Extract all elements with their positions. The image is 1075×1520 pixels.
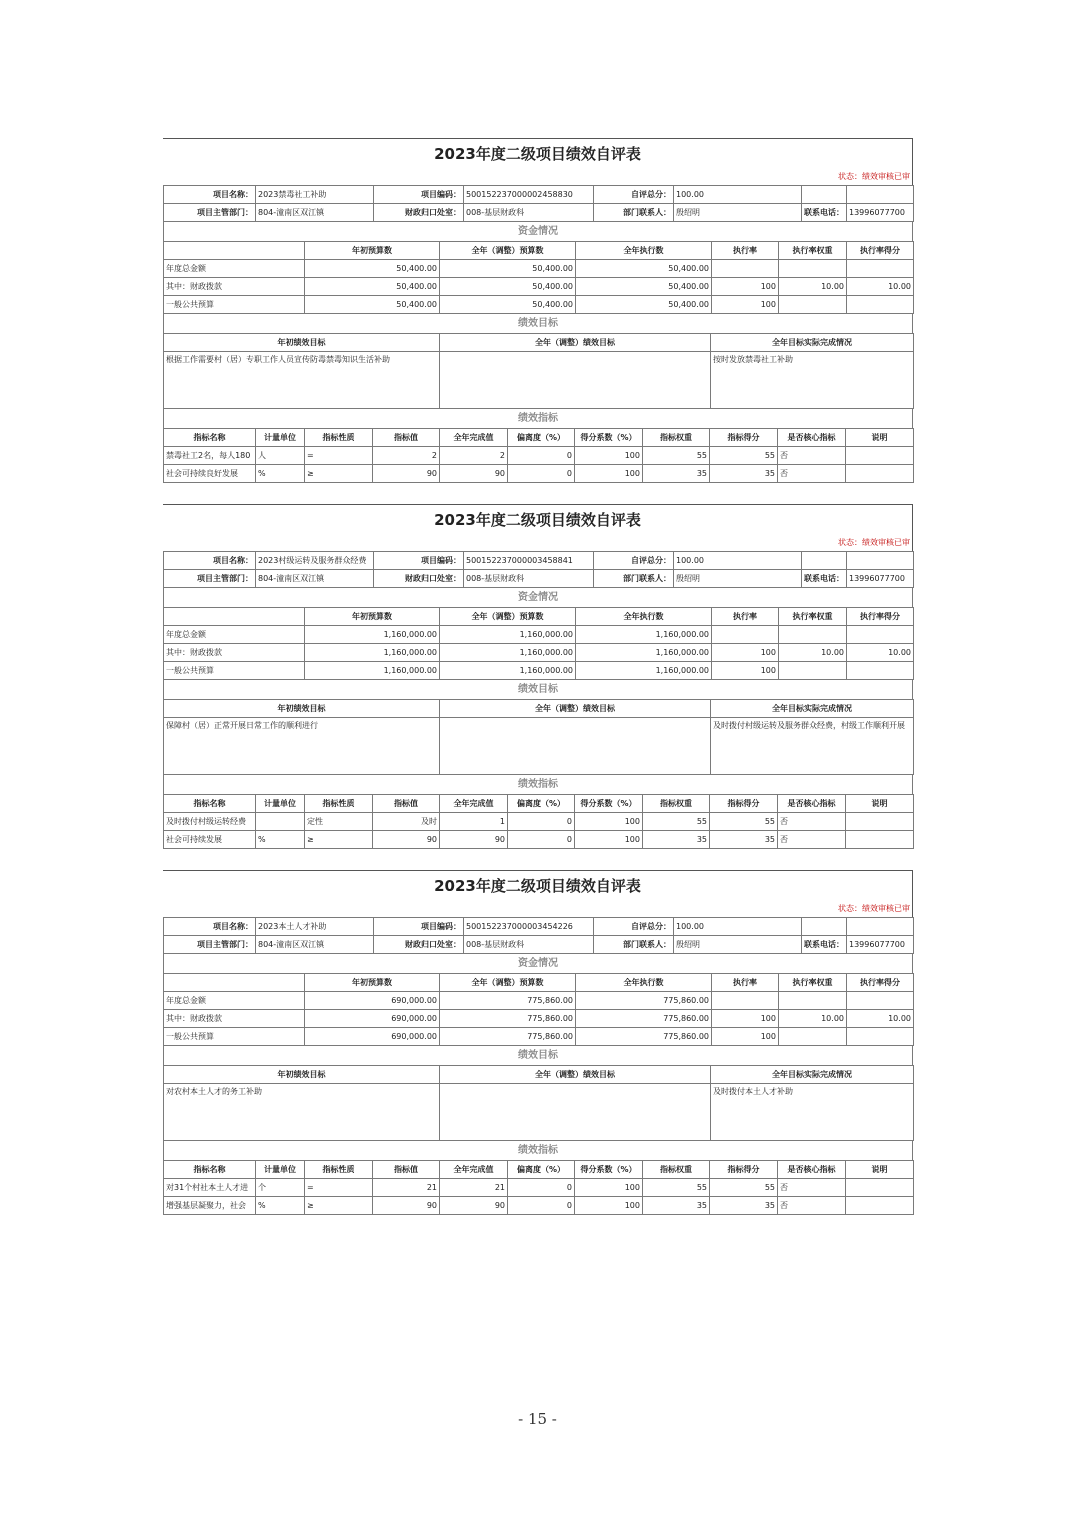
funds-section-heading: 资金情况: [163, 222, 913, 241]
indicator-header: 指标权重: [643, 795, 710, 813]
table-row: [164, 260, 914, 278]
indicator-header: 是否核心指标: [778, 1161, 846, 1179]
indicator-header: 指标得分: [710, 1161, 778, 1179]
fund-header: 年初预算数: [305, 242, 440, 260]
indicator-cell: 90: [373, 1197, 440, 1215]
contact-value: 殷绍明: [674, 570, 802, 588]
indicator-cell: %: [256, 1197, 305, 1215]
indicators-table: [163, 794, 914, 849]
indicator-header: 指标得分: [710, 429, 778, 447]
goals-table: [163, 1065, 914, 1141]
project-name-value: 2023禁毒社工补助: [256, 186, 374, 204]
info-table: [163, 917, 914, 954]
fund-cell: [779, 662, 847, 680]
table-row: [164, 1010, 914, 1028]
indicator-header: 指标名称: [164, 1161, 256, 1179]
fund-cell: 690,000.00: [305, 1010, 440, 1028]
table-row: [164, 278, 914, 296]
phone-label: 联系电话：: [802, 570, 847, 588]
indicator-cell: 及时拨付村级运转经费: [164, 813, 256, 831]
fund-cell: 1,160,000.00: [576, 626, 712, 644]
fund-cell: [847, 1028, 914, 1046]
funds-section-heading: 资金情况: [163, 588, 913, 607]
indicator-cell: 21: [440, 1179, 508, 1197]
goals-table: [163, 699, 914, 775]
indicator-cell: 0: [508, 465, 575, 483]
goals-section-heading: 绩效目标: [163, 314, 913, 333]
fund-header: 执行率: [712, 608, 779, 626]
goal-text: [440, 718, 711, 775]
indicator-cell: 否: [778, 465, 846, 483]
funds-table: [163, 973, 914, 1046]
indicators-section-heading: 绩效指标: [163, 409, 913, 428]
fund-cell: 100: [712, 644, 779, 662]
fund-cell: 690,000.00: [305, 992, 440, 1010]
indicator-header: 指标权重: [643, 429, 710, 447]
fund-header: 全年执行数: [576, 608, 712, 626]
project-name-value: 2023村级运转及服务群众经费: [256, 552, 374, 570]
indicator-cell: 0: [508, 831, 575, 849]
indicator-header: 计量单位: [256, 795, 305, 813]
fund-cell: 50,400.00: [440, 296, 576, 314]
funds-section-heading: 资金情况: [163, 954, 913, 973]
goal-text: 根据工作需要村（居）专职工作人员宣传防毒禁毒知识生活补助: [164, 352, 440, 409]
indicators-table: [163, 1160, 914, 1215]
goal-text: 保障村（居）正常开展日常工作的顺利进行: [164, 718, 440, 775]
fund-cell: [847, 260, 914, 278]
indicator-cell: 100: [575, 813, 643, 831]
project-code-label: 项目编码：: [374, 552, 464, 570]
goal-text: 按时发放禁毒社工补助: [711, 352, 914, 409]
dept-label: 项目主管部门：: [164, 204, 256, 222]
finance-office-label: 财政归口处室：: [374, 570, 464, 588]
goal-header: 全年（调整）绩效目标: [440, 1066, 711, 1084]
table-row: [164, 296, 914, 314]
score-total-value: 100.00: [674, 918, 802, 936]
indicator-cell: 35: [643, 1197, 710, 1215]
indicator-header: 指标得分: [710, 795, 778, 813]
indicator-header: 得分系数（%）: [575, 1161, 643, 1179]
project-name-label: 项目名称：: [164, 186, 256, 204]
score-total-label: 自评总分：: [594, 552, 674, 570]
indicator-cell: [846, 1179, 914, 1197]
indicator-cell: 社会可持续良好发展: [164, 465, 256, 483]
indicator-cell: 增强基层凝聚力，社会: [164, 1197, 256, 1215]
indicator-cell: [256, 813, 305, 831]
goal-text: 及时拨付本土人才补助: [711, 1084, 914, 1141]
fund-cell: 100: [712, 296, 779, 314]
fund-cell: [779, 1028, 847, 1046]
indicator-cell: 2: [440, 447, 508, 465]
indicator-cell: 35: [710, 1197, 778, 1215]
empty-cell: [164, 974, 305, 992]
indicator-cell: 100: [575, 1197, 643, 1215]
table-row: [164, 1179, 914, 1197]
fund-cell: 10.00: [779, 278, 847, 296]
fund-header: 执行率得分: [847, 242, 914, 260]
fund-row-label: 一般公共预算: [164, 662, 305, 680]
phone-label: 联系电话：: [802, 204, 847, 222]
table-row: [164, 1028, 914, 1046]
form-title: 2023年度二级项目绩效自评表: [163, 870, 913, 901]
indicator-cell: 100: [575, 447, 643, 465]
fund-cell: [847, 992, 914, 1010]
fund-row-label: 年度总金额: [164, 626, 305, 644]
finance-office-label: 财政归口处室：: [374, 936, 464, 954]
fund-header: 执行率得分: [847, 608, 914, 626]
indicator-cell: 否: [778, 831, 846, 849]
fund-header: 执行率: [712, 242, 779, 260]
page-number: - 15 -: [518, 1410, 557, 1428]
fund-cell: 10.00: [847, 644, 914, 662]
fund-header: 全年执行数: [576, 974, 712, 992]
goal-header: 全年（调整）绩效目标: [440, 700, 711, 718]
fund-cell: 775,860.00: [576, 992, 712, 1010]
indicator-cell: 55: [710, 813, 778, 831]
table-row: [164, 813, 914, 831]
fund-row-label: 年度总金额: [164, 260, 305, 278]
indicator-cell: 个: [256, 1179, 305, 1197]
fund-cell: 10.00: [779, 1010, 847, 1028]
table-row: [164, 992, 914, 1010]
indicator-cell: [846, 831, 914, 849]
fund-cell: 50,400.00: [440, 260, 576, 278]
indicator-header: 指标权重: [643, 1161, 710, 1179]
indicator-header: 说明: [846, 429, 914, 447]
indicator-header: 指标值: [373, 429, 440, 447]
fund-header: 全年（调整）预算数: [440, 242, 576, 260]
fund-cell: 50,400.00: [440, 278, 576, 296]
fund-cell: [779, 626, 847, 644]
fund-row-label: 一般公共预算: [164, 296, 305, 314]
indicator-cell: 55: [643, 1179, 710, 1197]
indicator-cell: 人: [256, 447, 305, 465]
empty-cell: [802, 186, 847, 204]
indicators-section-heading: 绩效指标: [163, 1141, 913, 1160]
project-code-value: 500152237000003454226: [464, 918, 594, 936]
fund-cell: 10.00: [847, 1010, 914, 1028]
indicator-cell: 90: [373, 831, 440, 849]
indicator-cell: 55: [643, 447, 710, 465]
dept-value: 804-潼南区双江镇: [256, 204, 374, 222]
indicator-cell: 0: [508, 1179, 575, 1197]
evaluation-form: [163, 870, 913, 1215]
fund-cell: 775,860.00: [576, 1010, 712, 1028]
fund-cell: 100: [712, 1028, 779, 1046]
fund-cell: 1,160,000.00: [576, 644, 712, 662]
indicator-cell: ≥: [305, 1197, 373, 1215]
score-total-value: 100.00: [674, 186, 802, 204]
fund-header: 执行率: [712, 974, 779, 992]
indicator-cell: [846, 465, 914, 483]
fund-cell: [712, 626, 779, 644]
indicator-header: 指标性质: [305, 429, 373, 447]
indicator-cell: 0: [508, 447, 575, 465]
indicator-header: 得分系数（%）: [575, 795, 643, 813]
contact-value: 殷绍明: [674, 936, 802, 954]
finance-office-value: 008-基层财政科: [464, 570, 594, 588]
fund-header: 全年（调整）预算数: [440, 974, 576, 992]
fund-header: 全年执行数: [576, 242, 712, 260]
indicator-header: 计量单位: [256, 1161, 305, 1179]
contact-value: 殷绍明: [674, 204, 802, 222]
indicator-cell: %: [256, 831, 305, 849]
indicator-cell: 90: [373, 465, 440, 483]
score-total-value: 100.00: [674, 552, 802, 570]
fund-cell: 100: [712, 662, 779, 680]
fund-header: 年初预算数: [305, 974, 440, 992]
fund-header: 执行率得分: [847, 974, 914, 992]
project-code-value: 500152237000002458830: [464, 186, 594, 204]
goal-header: 全年目标实际完成情况: [711, 334, 914, 352]
indicator-cell: =: [305, 447, 373, 465]
fund-cell: 50,400.00: [576, 278, 712, 296]
table-row: [164, 447, 914, 465]
fund-cell: 775,860.00: [440, 1010, 576, 1028]
goals-section-heading: 绩效目标: [163, 1046, 913, 1065]
indicator-cell: 0: [508, 813, 575, 831]
fund-cell: 1,160,000.00: [305, 644, 440, 662]
empty-cell: [802, 918, 847, 936]
indicator-cell: ≥: [305, 831, 373, 849]
indicator-header: 指标性质: [305, 795, 373, 813]
indicator-cell: 2: [373, 447, 440, 465]
indicator-cell: 100: [575, 1179, 643, 1197]
goal-text: 及时拨付村级运转及服务群众经费，村级工作顺利开展: [711, 718, 914, 775]
fund-cell: 50,400.00: [305, 260, 440, 278]
fund-cell: 50,400.00: [305, 296, 440, 314]
indicator-cell: 社会可持续发展: [164, 831, 256, 849]
fund-row-label: 其中：财政拨款: [164, 278, 305, 296]
fund-cell: 1,160,000.00: [305, 626, 440, 644]
fund-cell: 10.00: [779, 644, 847, 662]
indicator-header: 说明: [846, 1161, 914, 1179]
fund-cell: 690,000.00: [305, 1028, 440, 1046]
table-row: [164, 465, 914, 483]
indicators-section-heading: 绩效指标: [163, 775, 913, 794]
indicator-header: 指标名称: [164, 795, 256, 813]
fund-cell: [712, 992, 779, 1010]
indicator-cell: 90: [440, 465, 508, 483]
fund-cell: [847, 296, 914, 314]
indicator-cell: 55: [710, 447, 778, 465]
empty-cell: [802, 552, 847, 570]
contact-label: 部门联系人：: [594, 936, 674, 954]
fund-cell: 775,860.00: [576, 1028, 712, 1046]
finance-office-label: 财政归口处室：: [374, 204, 464, 222]
goals-table: [163, 333, 914, 409]
indicator-header: 指标性质: [305, 1161, 373, 1179]
indicator-cell: 否: [778, 813, 846, 831]
indicator-cell: 21: [373, 1179, 440, 1197]
form-title: 2023年度二级项目绩效自评表: [163, 504, 913, 535]
status-text: 状态：绩效审核已审: [163, 169, 913, 185]
goal-header: 年初绩效目标: [164, 700, 440, 718]
form-title: 2023年度二级项目绩效自评表: [163, 138, 913, 169]
indicator-cell: 对31个村社本土人才进: [164, 1179, 256, 1197]
indicator-header: 全年完成值: [440, 795, 508, 813]
indicator-cell: 35: [643, 465, 710, 483]
project-name-label: 项目名称：: [164, 918, 256, 936]
indicator-header: 指标值: [373, 1161, 440, 1179]
goals-section-heading: 绩效目标: [163, 680, 913, 699]
dept-label: 项目主管部门：: [164, 570, 256, 588]
indicator-cell: 35: [710, 465, 778, 483]
indicator-cell: [846, 447, 914, 465]
indicator-cell: 35: [710, 831, 778, 849]
indicator-cell: 否: [778, 1197, 846, 1215]
goal-text: [440, 1084, 711, 1141]
indicator-cell: 35: [643, 831, 710, 849]
table-row: [164, 831, 914, 849]
goal-text: [440, 352, 711, 409]
indicator-cell: ≥: [305, 465, 373, 483]
phone-value: 13996077700: [847, 570, 914, 588]
indicator-cell: 100: [575, 465, 643, 483]
table-row: [164, 662, 914, 680]
dept-value: 804-潼南区双江镇: [256, 570, 374, 588]
indicator-header: 是否核心指标: [778, 795, 846, 813]
dept-label: 项目主管部门：: [164, 936, 256, 954]
project-code-value: 500152237000003458841: [464, 552, 594, 570]
project-code-label: 项目编码：: [374, 186, 464, 204]
phone-value: 13996077700: [847, 204, 914, 222]
phone-value: 13996077700: [847, 936, 914, 954]
indicator-cell: 100: [575, 831, 643, 849]
indicator-cell: 0: [508, 1197, 575, 1215]
fund-cell: 10.00: [847, 278, 914, 296]
indicator-header: 全年完成值: [440, 1161, 508, 1179]
table-row: [164, 626, 914, 644]
indicator-cell: 55: [643, 813, 710, 831]
project-code-label: 项目编码：: [374, 918, 464, 936]
indicator-cell: 否: [778, 447, 846, 465]
fund-cell: [779, 296, 847, 314]
fund-cell: [779, 992, 847, 1010]
indicator-cell: 定性: [305, 813, 373, 831]
table-row: [164, 644, 914, 662]
indicator-header: 偏离度（%）: [508, 1161, 575, 1179]
fund-header: 执行率权重: [779, 608, 847, 626]
indicators-table: [163, 428, 914, 483]
dept-value: 804-潼南区双江镇: [256, 936, 374, 954]
indicator-cell: 90: [440, 831, 508, 849]
fund-header: 执行率权重: [779, 974, 847, 992]
empty-cell: [847, 552, 914, 570]
funds-table: [163, 241, 914, 314]
fund-cell: 1,160,000.00: [440, 662, 576, 680]
status-text: 状态：绩效审核已审: [163, 901, 913, 917]
indicator-cell: 否: [778, 1179, 846, 1197]
indicator-cell: 禁毒社工2名，每人180: [164, 447, 256, 465]
indicator-cell: =: [305, 1179, 373, 1197]
indicator-header: 指标名称: [164, 429, 256, 447]
fund-row-label: 其中：财政拨款: [164, 644, 305, 662]
fund-cell: 1,160,000.00: [576, 662, 712, 680]
empty-cell: [164, 242, 305, 260]
indicator-cell: [846, 1197, 914, 1215]
score-total-label: 自评总分：: [594, 918, 674, 936]
indicator-header: 偏离度（%）: [508, 795, 575, 813]
fund-cell: 1,160,000.00: [440, 626, 576, 644]
fund-cell: 775,860.00: [440, 1028, 576, 1046]
indicator-header: 是否核心指标: [778, 429, 846, 447]
fund-cell: 50,400.00: [576, 296, 712, 314]
empty-cell: [164, 608, 305, 626]
info-table: [163, 185, 914, 222]
evaluation-form: [163, 504, 913, 849]
indicator-cell: %: [256, 465, 305, 483]
goal-header: 年初绩效目标: [164, 1066, 440, 1084]
fund-cell: 50,400.00: [576, 260, 712, 278]
fund-cell: 1,160,000.00: [440, 644, 576, 662]
finance-office-value: 008-基层财政科: [464, 204, 594, 222]
evaluation-form: [163, 138, 913, 483]
fund-cell: 100: [712, 1010, 779, 1028]
fund-header: 年初预算数: [305, 608, 440, 626]
indicator-cell: [846, 813, 914, 831]
fund-cell: [847, 626, 914, 644]
goal-header: 全年目标实际完成情况: [711, 700, 914, 718]
status-text: 状态：绩效审核已审: [163, 535, 913, 551]
indicator-cell: 及时: [373, 813, 440, 831]
score-total-label: 自评总分：: [594, 186, 674, 204]
fund-cell: 50,400.00: [305, 278, 440, 296]
indicator-header: 得分系数（%）: [575, 429, 643, 447]
project-name-value: 2023本土人才补助: [256, 918, 374, 936]
goal-header: 全年（调整）绩效目标: [440, 334, 711, 352]
finance-office-value: 008-基层财政科: [464, 936, 594, 954]
indicator-cell: 55: [710, 1179, 778, 1197]
indicator-header: 指标值: [373, 795, 440, 813]
goal-header: 全年目标实际完成情况: [711, 1066, 914, 1084]
indicator-cell: 90: [440, 1197, 508, 1215]
empty-cell: [847, 918, 914, 936]
indicator-header: 偏离度（%）: [508, 429, 575, 447]
fund-row-label: 其中：财政拨款: [164, 1010, 305, 1028]
fund-cell: [779, 260, 847, 278]
fund-cell: 775,860.00: [440, 992, 576, 1010]
funds-table: [163, 607, 914, 680]
fund-row-label: 年度总金额: [164, 992, 305, 1010]
goal-text: 对农村本土人才的务工补助: [164, 1084, 440, 1141]
fund-cell: [712, 260, 779, 278]
fund-cell: 100: [712, 278, 779, 296]
indicator-header: 计量单位: [256, 429, 305, 447]
fund-header: 执行率权重: [779, 242, 847, 260]
indicator-header: 全年完成值: [440, 429, 508, 447]
project-name-label: 项目名称：: [164, 552, 256, 570]
empty-cell: [847, 186, 914, 204]
contact-label: 部门联系人：: [594, 570, 674, 588]
fund-cell: [847, 662, 914, 680]
fund-cell: 1,160,000.00: [305, 662, 440, 680]
contact-label: 部门联系人：: [594, 204, 674, 222]
indicator-cell: 1: [440, 813, 508, 831]
info-table: [163, 551, 914, 588]
fund-header: 全年（调整）预算数: [440, 608, 576, 626]
fund-row-label: 一般公共预算: [164, 1028, 305, 1046]
phone-label: 联系电话：: [802, 936, 847, 954]
table-row: [164, 1197, 914, 1215]
indicator-header: 说明: [846, 795, 914, 813]
goal-header: 年初绩效目标: [164, 334, 440, 352]
